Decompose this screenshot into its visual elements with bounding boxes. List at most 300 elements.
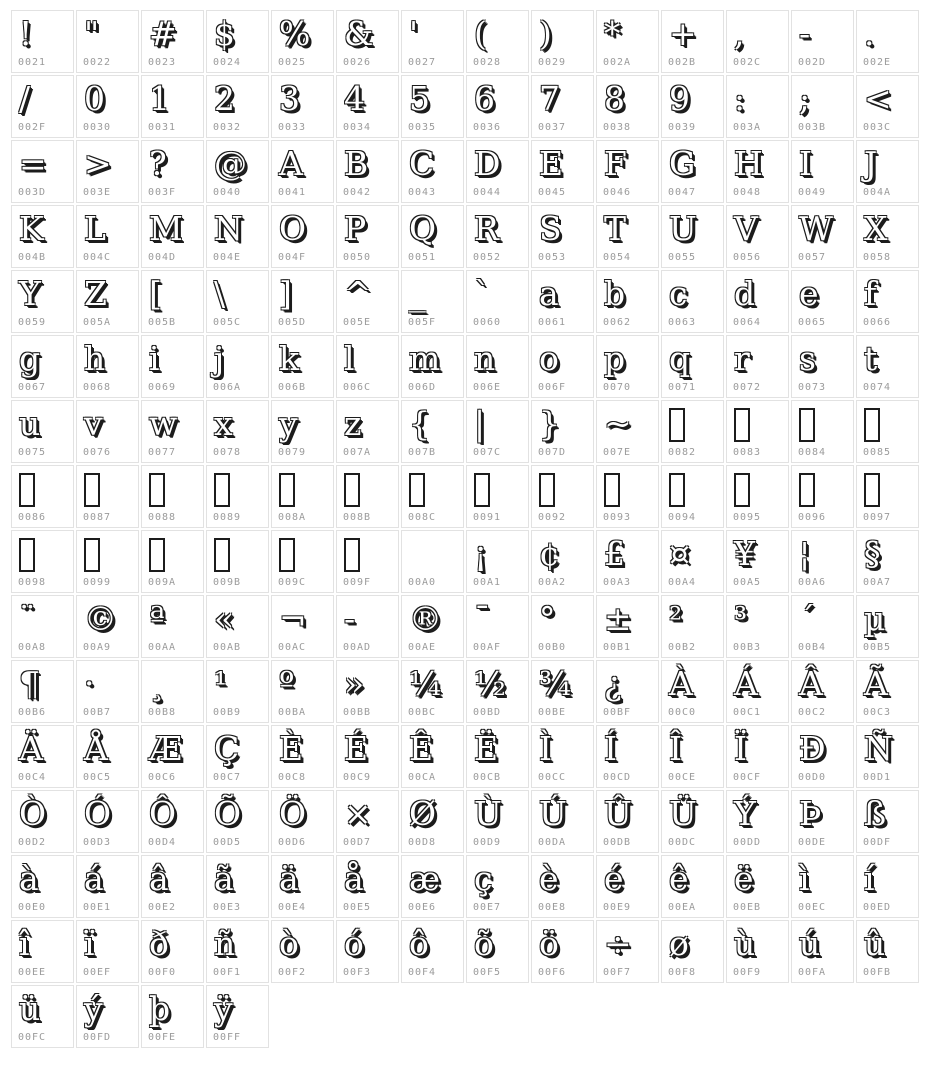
glyph-cell[interactable] [11,985,74,1048]
glyph-cell[interactable] [141,595,204,658]
glyph-cell[interactable] [271,790,334,853]
glyph-cell[interactable] [141,855,204,918]
glyph-code-label: 00D8 [408,837,437,848]
glyph-cell[interactable] [726,270,789,333]
glyph-cell[interactable] [726,920,789,983]
glyph-cell[interactable] [76,855,139,918]
glyph-cell[interactable] [726,595,789,658]
glyph-cell[interactable] [141,400,204,463]
glyph-cell[interactable] [661,920,724,983]
glyph-cell[interactable] [466,400,529,463]
glyph-code-label: 009A [148,577,177,588]
glyph-code-label: 0075 [18,447,47,458]
glyph-code-label: 006A [213,382,242,393]
glyph-cell[interactable] [271,335,334,398]
glyph-cell[interactable] [401,660,464,723]
glyph-area [142,401,203,445]
glyph-cell[interactable] [596,335,659,398]
glyph-cell[interactable] [596,270,659,333]
glyph-cell[interactable] [531,790,594,853]
glyph-cell[interactable] [791,140,854,203]
glyph-area [207,11,268,55]
glyph-cell[interactable] [856,335,919,398]
glyph: i [149,338,160,378]
glyph-cell[interactable] [726,530,789,593]
glyph-cell[interactable] [856,530,919,593]
glyph-cell[interactable] [271,660,334,723]
glyph-cell[interactable] [466,465,529,528]
glyph: è [539,858,559,898]
glyph: ¡ [474,533,488,573]
glyph-cell[interactable] [336,920,399,983]
glyph-cell[interactable] [401,335,464,398]
glyph-cell[interactable] [271,10,334,73]
glyph-code-label: 0092 [538,512,567,523]
glyph-area [532,76,593,120]
glyph-code-label: 0028 [473,57,502,68]
glyph-cell[interactable] [791,660,854,723]
glyph-area [77,466,138,510]
glyph-cell[interactable] [271,725,334,788]
glyph-cell[interactable] [596,400,659,463]
glyph-cell[interactable] [206,595,269,658]
glyph-cell[interactable] [531,10,594,73]
glyph-cell[interactable] [141,985,204,1048]
glyph-cell[interactable] [856,855,919,918]
glyph-cell[interactable] [726,400,789,463]
glyph-code-label: 0068 [83,382,112,393]
glyph-cell[interactable] [726,140,789,203]
glyph-cell[interactable] [661,530,724,593]
glyph-cell[interactable] [531,400,594,463]
glyph-cell[interactable] [466,790,529,853]
glyph-cell[interactable] [11,465,74,528]
glyph: - [344,598,356,638]
glyph-code-label: 0050 [343,252,372,263]
glyph-code-label: 00A0 [408,577,437,588]
glyph-cell[interactable] [206,140,269,203]
glyph-cell[interactable] [271,75,334,138]
glyph: 6 [474,78,495,118]
glyph-area [142,531,203,575]
glyph-code-label: 00DF [863,837,892,848]
glyph-cell[interactable] [206,985,269,1048]
glyph-cell[interactable] [271,140,334,203]
glyph-cell[interactable] [336,855,399,918]
glyph-cell[interactable] [791,920,854,983]
glyph-cell[interactable] [206,400,269,463]
glyph-cell[interactable] [141,725,204,788]
glyph-cell[interactable] [206,660,269,723]
glyph-code-label: 00B8 [148,707,177,718]
glyph-cell[interactable] [11,790,74,853]
glyph-cell[interactable] [791,790,854,853]
glyph-cell[interactable] [206,855,269,918]
glyph-cell[interactable] [596,10,659,73]
glyph-cell[interactable] [596,855,659,918]
glyph-cell[interactable] [401,790,464,853]
glyph-cell[interactable] [271,595,334,658]
glyph-cell[interactable] [11,400,74,463]
glyph-code-label: 00BC [408,707,437,718]
glyph-cell[interactable] [271,855,334,918]
glyph-cell[interactable] [856,75,919,138]
glyph-cell[interactable] [141,75,204,138]
glyph-area [77,856,138,900]
glyph-code-label: 00B7 [83,707,112,718]
glyph-cell[interactable] [271,205,334,268]
glyph-cell[interactable] [856,595,919,658]
glyph-cell[interactable] [206,75,269,138]
glyph-cell[interactable] [11,725,74,788]
glyph-cell[interactable] [596,140,659,203]
glyph: ¯ [474,598,491,638]
glyph-cell[interactable] [791,10,854,73]
glyph-area [77,726,138,770]
glyph-cell[interactable] [336,205,399,268]
glyph-area [272,856,333,900]
glyph-cell[interactable] [726,335,789,398]
glyph-cell[interactable] [206,10,269,73]
glyph-code-label: 0078 [213,447,242,458]
glyph-cell[interactable] [661,270,724,333]
glyph-cell[interactable] [466,10,529,73]
glyph-cell[interactable] [531,75,594,138]
glyph-cell[interactable] [596,205,659,268]
glyph-code-label: 009B [213,577,242,588]
glyph-cell[interactable] [336,10,399,73]
glyph-code-label: 0042 [343,187,372,198]
glyph-code-label: 00A5 [733,577,762,588]
glyph-cell[interactable] [76,530,139,593]
glyph-cell[interactable] [466,920,529,983]
glyph-cell[interactable] [11,10,74,73]
glyph: ] [279,273,292,313]
glyph-cell[interactable] [661,335,724,398]
glyph-cell[interactable] [401,920,464,983]
glyph-cell[interactable] [791,400,854,463]
glyph-cell[interactable] [401,530,464,593]
glyph-cell[interactable] [531,465,594,528]
glyph: ñ [214,923,236,963]
glyph-cell[interactable] [596,725,659,788]
glyph-cell[interactable] [791,595,854,658]
glyph-cell[interactable] [11,920,74,983]
glyph-cell[interactable] [76,335,139,398]
glyph-cell[interactable] [141,465,204,528]
glyph: Ñ [864,728,893,768]
glyph-cell[interactable] [531,140,594,203]
glyph-area [857,726,918,770]
glyph-cell[interactable] [11,530,74,593]
glyph-cell[interactable] [661,10,724,73]
glyph-cell[interactable] [791,465,854,528]
glyph-area [142,76,203,120]
glyph-area [402,661,463,705]
glyph-code-label: 003D [18,187,47,198]
glyph-code-label: 0049 [798,187,827,198]
glyph-cell[interactable] [726,465,789,528]
glyph-cell[interactable] [141,270,204,333]
glyph-cell[interactable] [141,660,204,723]
glyph-cell[interactable] [336,75,399,138]
glyph-cell[interactable] [466,595,529,658]
glyph-cell[interactable] [466,335,529,398]
glyph-code-label: 0067 [18,382,47,393]
glyph-cell[interactable] [596,660,659,723]
glyph-code-label: 00E6 [408,902,437,913]
glyph-cell[interactable] [856,920,919,983]
glyph-cell[interactable] [856,140,919,203]
glyph: æ [409,858,441,898]
glyph-area [532,726,593,770]
glyph-cell[interactable] [596,920,659,983]
glyph-cell[interactable] [271,530,334,593]
glyph-cell[interactable] [466,270,529,333]
glyph: L [84,208,106,248]
glyph-code-label: 0088 [148,512,177,523]
glyph-cell[interactable] [401,205,464,268]
glyph-cell[interactable] [76,985,139,1048]
glyph-cell[interactable] [76,400,139,463]
glyph: B [344,143,369,183]
glyph-code-label: 0058 [863,252,892,263]
glyph-area [467,466,528,510]
glyph-cell[interactable] [791,335,854,398]
glyph-cell[interactable] [856,400,919,463]
glyph-cell[interactable] [271,270,334,333]
glyph-cell[interactable] [11,270,74,333]
glyph-cell[interactable] [856,10,919,73]
glyph-cell[interactable] [726,790,789,853]
glyph-cell[interactable] [76,75,139,138]
glyph-cell[interactable] [336,465,399,528]
glyph-area [597,206,658,250]
glyph-cell[interactable] [76,270,139,333]
glyph-cell[interactable] [401,270,464,333]
glyph-cell[interactable] [76,725,139,788]
glyph-cell[interactable] [336,140,399,203]
glyph-cell[interactable] [596,465,659,528]
glyph-cell[interactable] [661,465,724,528]
glyph-cell[interactable] [791,270,854,333]
glyph-cell[interactable] [726,10,789,73]
glyph-cell[interactable] [76,790,139,853]
glyph-cell[interactable] [76,205,139,268]
glyph-cell[interactable] [531,660,594,723]
glyph-area [597,921,658,965]
glyph-cell[interactable] [661,205,724,268]
glyph-cell[interactable] [531,205,594,268]
glyph-cell[interactable] [726,75,789,138]
glyph-cell[interactable] [661,725,724,788]
glyph-cell[interactable] [401,855,464,918]
glyph-cell[interactable] [141,335,204,398]
glyph-cell[interactable] [791,205,854,268]
glyph-cell[interactable] [271,920,334,983]
glyph-cell[interactable] [661,75,724,138]
glyph-area [727,336,788,380]
glyph-cell[interactable] [531,530,594,593]
glyph-cell[interactable] [791,725,854,788]
glyph-cell[interactable] [206,205,269,268]
glyph: Ç [214,728,240,768]
glyph-cell[interactable] [76,595,139,658]
glyph-cell[interactable] [336,790,399,853]
glyph-area [142,661,203,705]
glyph-cell[interactable] [791,530,854,593]
glyph: Ú [539,793,567,833]
glyph-area [792,336,853,380]
glyph-cell[interactable] [11,855,74,918]
glyph-cell[interactable] [856,660,919,723]
glyph-area [792,921,853,965]
glyph-cell[interactable] [141,790,204,853]
glyph-cell[interactable] [661,790,724,853]
glyph-code-label: 0055 [668,252,697,263]
glyph-cell[interactable] [336,660,399,723]
glyph-cell[interactable] [206,725,269,788]
glyph-cell[interactable] [336,530,399,593]
glyph-cell[interactable] [531,725,594,788]
glyph: ú [799,923,821,963]
glyph-code-label: 004C [83,252,112,263]
glyph-cell[interactable] [76,140,139,203]
glyph-area [727,141,788,185]
glyph-cell[interactable] [466,855,529,918]
glyph-cell[interactable] [206,790,269,853]
glyph-cell[interactable] [856,790,919,853]
glyph-cell[interactable] [401,465,464,528]
glyph-cell[interactable] [11,595,74,658]
glyph-cell[interactable] [206,335,269,398]
glyph-cell[interactable] [726,855,789,918]
glyph-cell[interactable] [661,595,724,658]
glyph-code-label: 0084 [798,447,827,458]
glyph-cell[interactable] [661,855,724,918]
glyph-area [12,661,73,705]
glyph-cell[interactable] [76,660,139,723]
glyph-cell[interactable] [206,920,269,983]
glyph-code-label: 00D4 [148,837,177,848]
glyph-cell[interactable] [76,10,139,73]
glyph-code-label: 002B [668,57,697,68]
glyph-cell[interactable] [141,920,204,983]
glyph-code-label: 003C [863,122,892,133]
glyph-cell[interactable] [336,270,399,333]
glyph-cell[interactable] [726,660,789,723]
glyph-area [12,141,73,185]
glyph: ! [19,13,33,53]
missing-glyph-box [279,538,295,572]
glyph-cell[interactable] [531,855,594,918]
glyph-cell[interactable] [401,10,464,73]
glyph-cell[interactable] [726,725,789,788]
glyph-code-label: 00D6 [278,837,307,848]
glyph-cell[interactable] [661,140,724,203]
glyph-area [272,401,333,445]
glyph-cell[interactable] [336,335,399,398]
glyph: Â [799,663,823,703]
glyph-cell[interactable] [791,855,854,918]
glyph-cell[interactable] [11,205,74,268]
glyph-cell[interactable] [856,465,919,528]
glyph-cell[interactable] [661,400,724,463]
glyph-cell[interactable] [141,530,204,593]
glyph-cell[interactable] [76,465,139,528]
glyph-cell[interactable] [856,725,919,788]
glyph-cell[interactable] [401,595,464,658]
glyph: Î [669,728,683,768]
glyph-cell[interactable] [11,660,74,723]
glyph-code-label: 00EA [668,902,697,913]
glyph-code-label: 0069 [148,382,177,393]
glyph-cell[interactable] [141,205,204,268]
glyph: Y [19,273,41,313]
glyph: ý [84,988,103,1028]
glyph-cell[interactable] [856,270,919,333]
glyph-cell[interactable] [401,725,464,788]
glyph: û [864,923,886,963]
glyph-cell[interactable] [466,530,529,593]
glyph-cell[interactable] [531,335,594,398]
glyph: ä [279,858,299,898]
glyph-cell[interactable] [336,400,399,463]
glyph-cell[interactable] [466,205,529,268]
glyph-code-label: 00BA [278,707,307,718]
glyph-cell[interactable] [856,205,919,268]
glyph-cell[interactable] [401,75,464,138]
glyph-cell[interactable] [271,400,334,463]
glyph-cell[interactable] [596,595,659,658]
glyph-cell[interactable] [206,270,269,333]
glyph-cell[interactable] [206,465,269,528]
glyph-cell[interactable] [76,920,139,983]
glyph: Û [604,793,632,833]
glyph-cell[interactable] [11,75,74,138]
glyph-cell[interactable] [596,790,659,853]
glyph-area [207,401,268,445]
glyph-cell[interactable] [401,400,464,463]
glyph-cell[interactable] [11,335,74,398]
glyph-cell[interactable] [466,725,529,788]
glyph-cell[interactable] [531,270,594,333]
glyph-cell[interactable] [726,205,789,268]
glyph-cell[interactable] [531,595,594,658]
glyph-code-label: 00E8 [538,902,567,913]
glyph-cell[interactable] [141,10,204,73]
glyph-cell[interactable] [206,530,269,593]
glyph-cell[interactable] [661,660,724,723]
glyph-cell[interactable] [791,75,854,138]
glyph-code-label: 0087 [83,512,112,523]
glyph-cell[interactable] [336,725,399,788]
glyph-cell[interactable] [271,465,334,528]
glyph-cell[interactable] [141,140,204,203]
glyph-cell[interactable] [336,595,399,658]
glyph-code-label: 00EE [18,967,47,978]
glyph-cell[interactable] [466,140,529,203]
glyph-cell[interactable] [596,530,659,593]
glyph-cell[interactable] [531,920,594,983]
glyph-area [467,596,528,640]
glyph-cell[interactable] [466,660,529,723]
glyph-cell[interactable] [401,140,464,203]
glyph-cell[interactable] [11,140,74,203]
glyph-cell[interactable] [596,75,659,138]
glyph-cell[interactable] [466,75,529,138]
glyph-area [857,206,918,250]
